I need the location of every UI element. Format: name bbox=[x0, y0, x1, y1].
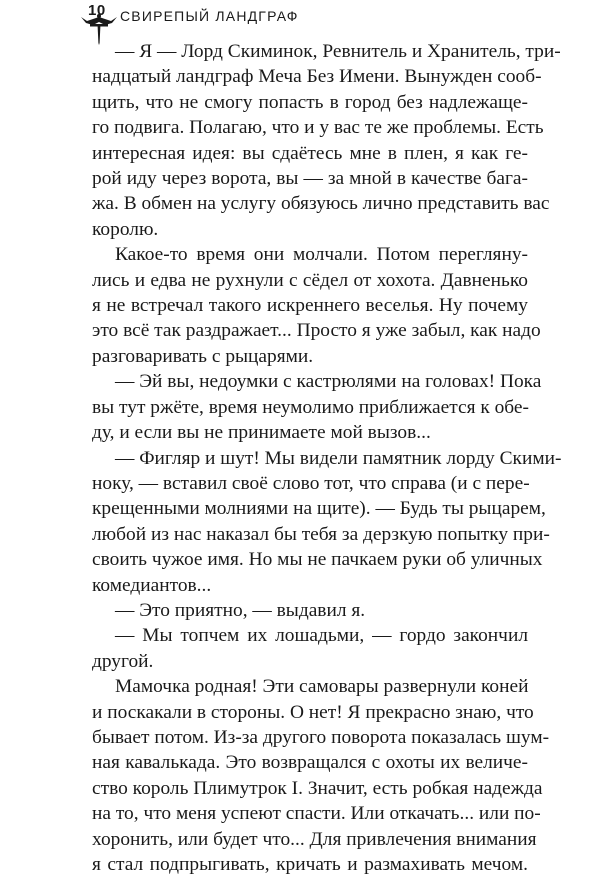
running-title: СВИРЕПЫЙ ЛАНДГРАФ bbox=[120, 8, 299, 24]
text-line: и поскакали в стороны. О нет! Я прекрасно знаю, что bbox=[92, 701, 534, 723]
text-line: — Фигляр и шут! Мы видели памятник лорду Скими- bbox=[115, 447, 562, 469]
text-line: интересная идея: вы сдаётесь мне в плен, я как ге- bbox=[92, 142, 528, 164]
text-line: Мамочка родная! Эти самовары развернули коней bbox=[115, 676, 529, 698]
text-line: Какое-то время они молчали. Потом перегляну- bbox=[115, 244, 528, 266]
text-line: разговаривать с рыцарями. bbox=[92, 345, 314, 367]
text-line: щить, что не смогу попасть в город без надлежаще- bbox=[92, 91, 528, 113]
text-body bbox=[92, 39, 562, 877]
text-line: вы тут ржёте, время неумолимо приближается к обе- bbox=[92, 396, 529, 418]
text-line: — Это приятно, — выдавил я. bbox=[115, 599, 366, 621]
text-line: — Эй вы, недоумки с кастрюлями на головах! Пока bbox=[115, 371, 542, 393]
text-line: хоронить, или будет что... Для привлечения внимания bbox=[92, 828, 537, 850]
text-line: крещенными молниями на щите). — Будь ты рыцарем, bbox=[92, 498, 546, 520]
text-line: своить чужое имя. Но мы не пачкаем руки об уличных bbox=[92, 549, 543, 571]
text-line: ноку, — вставил своё слово тот, что справа (и с пере- bbox=[92, 472, 530, 494]
text-line: — Я — Лорд Скиминок, Ревнитель и Хранитель, три- bbox=[115, 41, 561, 62]
text-line: это всё так раздражает... Просто я уже забыл, как надо bbox=[92, 320, 541, 342]
text-line: на то, что меня успеют спасти. Или откачать... или по- bbox=[92, 803, 541, 825]
text-line: го подвига. Полагаю, что и у вас те же проблемы. Есть bbox=[92, 117, 544, 139]
text-line: комедиантов... bbox=[92, 574, 212, 596]
text-line: другой. bbox=[92, 650, 154, 672]
text-line: королю. bbox=[92, 218, 159, 240]
text-line: жа. В обмен на услугу обязуюсь лично представить вас bbox=[92, 193, 550, 215]
text-line: ная кавалькада. Это возвращался с охоты их величе- bbox=[92, 752, 528, 774]
text-line: ство король Плимутрок I. Значит, есть робкая надежда bbox=[92, 777, 543, 799]
text-line: лись и едва не рухнули с сёдел от хохота. Давненько bbox=[92, 269, 528, 291]
text-line: бывает потом. Из-за другого поворота показалась шум- bbox=[92, 726, 550, 748]
text-line: я стал подпрыгивать, кричать и размахивать мечом. bbox=[92, 854, 528, 875]
page-header bbox=[78, 0, 538, 40]
text-line: я не встречал такого искреннего веселья. Ну почему bbox=[92, 295, 528, 317]
text-line: надцатый ландграф Меча Без Имени. Вынужден сооб- bbox=[92, 66, 542, 88]
text-line: — Мы топчем их лошадьми, — гордо закончил bbox=[115, 625, 528, 647]
page-number: 10 bbox=[88, 2, 106, 19]
text-line: любой из нас наказал бы тебя за дерзкую попытку при- bbox=[92, 523, 550, 545]
text-line: рой иду через ворота, вы — за мной в качестве бага- bbox=[92, 168, 528, 190]
text-line: ду, и если вы не принимаете мой вызов... bbox=[92, 422, 431, 444]
